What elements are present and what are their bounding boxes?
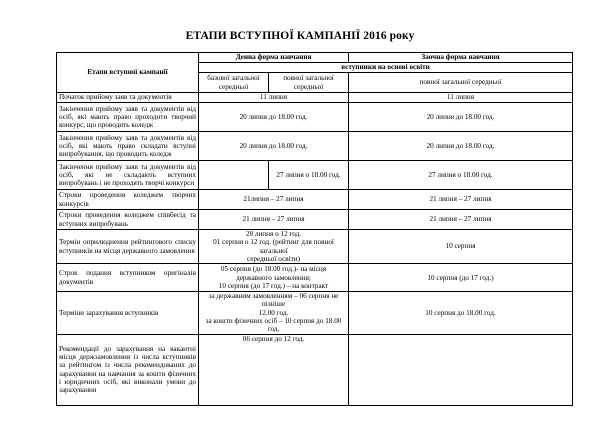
ext-cell: 21 липня – 27 липня <box>349 210 573 230</box>
day-cell: 06 серпня до 12 год. <box>199 334 349 405</box>
day-cell <box>199 230 349 264</box>
table-row <box>57 334 573 405</box>
row-label: Термін оприлюднення рейтингового списку вступників на місця державного замовлення <box>57 230 199 264</box>
table-row <box>57 93 573 103</box>
row-label: Рекомендації до зарахування на вакантні місця держзамовлення із числа вступників за рейтингом із числа рекомендованих до зарахування на навчання за кошти фізичних і юридичних осіб, які виконали умови до зарахування <box>57 334 199 405</box>
day-full-cell: 27 липня о 18.00 год. <box>269 161 349 190</box>
row-label: Строки проведення коледжем творчих конкурсів <box>57 190 199 210</box>
ext-cell: 10 серпня (до 17 год.) <box>349 264 573 292</box>
day-line: середньої освіти) <box>246 254 301 263</box>
day-cell <box>199 292 349 334</box>
day-line: за кошти фізичних осіб – 10 серпня до 18.00 год. <box>205 317 342 334</box>
day-line: 10 серпня (до 17 год.) – на контракт <box>218 281 329 290</box>
row-label: Терміни зарахування вступників <box>57 292 199 334</box>
day-line: 12.00 год. <box>258 308 289 317</box>
ext-cell: 20 липня до 18.00 год. <box>349 132 573 161</box>
ext-cell: 10 серпня <box>349 230 573 264</box>
day-line: 01 серпня о 12 год. (рейтинг для повної загальної <box>213 238 334 255</box>
header-day-form: Денна форма навчання <box>199 53 349 63</box>
day-basic-cell <box>199 161 269 190</box>
row-label: Строки проведення коледжем співбесід та вступних випробувань <box>57 210 199 230</box>
ext-cell: 10 серпня до 18.00 год. <box>349 292 573 334</box>
header-basic-secondary: базової загальної середньої <box>199 73 269 93</box>
table-row <box>57 230 573 264</box>
day-cell: 20 липня до 18.00 год. <box>199 103 349 132</box>
table-row <box>57 264 573 292</box>
ext-cell: 11 липня <box>349 93 573 103</box>
day-line: 05 серпня (до 18.00 год.)- на місця <box>220 265 327 274</box>
admission-stages-table <box>56 52 573 406</box>
day-line: державного замовлення; <box>236 273 311 282</box>
table-row <box>57 161 573 190</box>
header-full-secondary-ext: повної загальної середньої <box>349 73 573 93</box>
day-cell: 21липня – 27 липня <box>199 190 349 210</box>
row-label: Початок прийому заяв та документів <box>57 93 199 103</box>
day-cell <box>199 264 349 292</box>
row-label: Закінчення прийому заяв та документів від осіб, які не складають вступних випробувань і не проходять творчі конкурси <box>57 161 199 190</box>
page-title: ЕТАПИ ВСТУПНОЇ КАМПАНІЇ 2016 року <box>185 30 415 42</box>
header-basis: вступники на основі освіти <box>199 63 573 73</box>
ext-cell: 20 липня до 18.00 год. <box>349 103 573 132</box>
header-extramural-form: Заочна форма навчання <box>349 53 573 63</box>
table-row <box>57 132 573 161</box>
row-label: Закінчення прийому заяв та документів від осіб, які мають право складати вступні випробування, що проводить коледж <box>57 132 199 161</box>
day-line: за державним замовленням – 06 серпня не пізніше <box>208 292 339 309</box>
day-cell: 11 липня <box>199 93 349 103</box>
table-row <box>57 103 573 132</box>
day-line: 28 липня о 12 год. <box>245 230 302 238</box>
header-stages: Етапи вступної кампанії <box>57 53 199 93</box>
header-full-secondary-day: повної загальної середньої <box>269 73 349 93</box>
table-row <box>57 210 573 230</box>
table-row <box>57 190 573 210</box>
row-label: Строк подання вступником оригіналів документів <box>57 264 199 292</box>
table-row <box>57 292 573 334</box>
header-row-1 <box>57 53 573 63</box>
day-cell: 20 липня до 18.00 год. <box>199 132 349 161</box>
row-label: Закінчення прийому заяв та документів від осіб, які мають право проходити творчий конкурс, що проводить коледж <box>57 103 199 132</box>
ext-cell <box>349 334 573 405</box>
day-cell: 21 липня – 27 липня <box>199 210 349 230</box>
ext-cell: 27 липня о 18.00 год. <box>349 161 573 190</box>
ext-cell: 21 липня – 27 липня <box>349 190 573 210</box>
